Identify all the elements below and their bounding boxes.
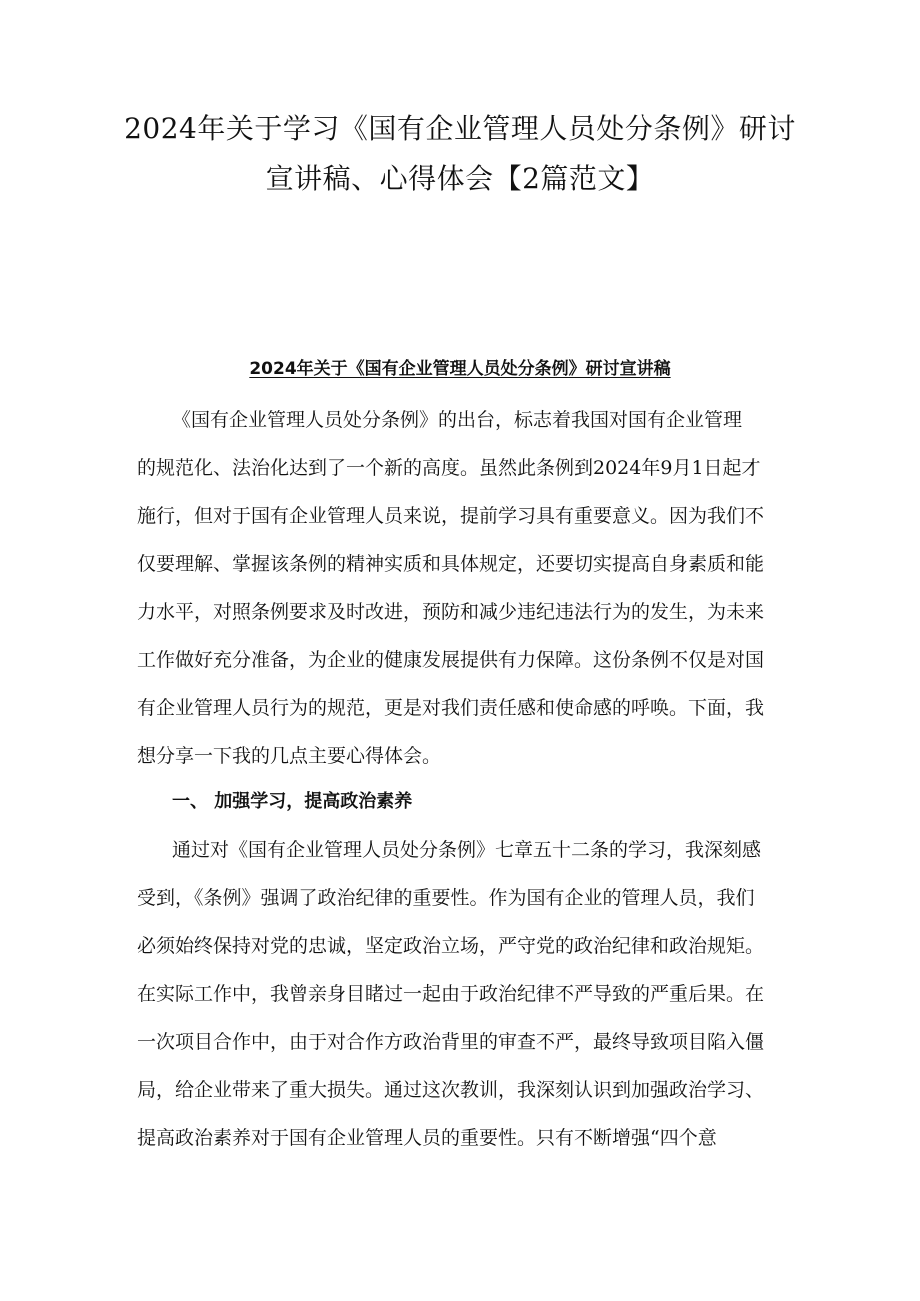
paragraph-1-line: 工作做好充分准备，为企业的健康发展提供有力保障。这份条例不仅是对国: [137, 649, 765, 671]
paragraph-1-line: 《国有企业管理人员处分条例》的出台，标志着我国对国有企业管理: [172, 409, 743, 431]
paragraph-2-line: 通过对《国有企业管理人员处分条例》七章五十二条的学习，我深刻感: [172, 839, 762, 861]
paragraph-2-line: 局，给企业带来了重大损失。通过这次教训，我深刻认识到加强政治学习、: [137, 1079, 765, 1101]
paragraph-2-line: 提高政治素养对于国有企业管理人员的重要性。只有不断增强“四个意: [137, 1127, 717, 1149]
subheading-1: 一、 加强学习，提高政治素养: [172, 791, 413, 812]
section-heading: 2024年关于《国有企业管理人员处分条例》研讨宣讲稿: [249, 359, 671, 379]
document-title-line-2: 宣讲稿、心得体会【2篇范文】: [265, 162, 655, 195]
paragraph-1-line: 有企业管理人员行为的规范，更是对我们责任感和使命感的呼唤。下面，我: [137, 697, 765, 719]
paragraph-2-line: 必须始终保持对党的忠诚，坚定政治立场，严守党的政治纪律和政治规矩。: [137, 935, 765, 957]
paragraph-1-line: 仅要理解、掌握该条例的精神实质和具体规定，还要切实提高自身素质和能: [137, 553, 765, 575]
document-title-line-1: 2024年关于学习《国有企业管理人员处分条例》研讨: [124, 112, 796, 145]
paragraph-2-line: 一次项目合作中，由于对合作方政治背里的审查不严，最终导致项目陷入僵: [137, 1031, 765, 1053]
paragraph-1-line: 的规范化、法治化达到了一个新的高度。虽然此条例到2024年9月1日起才: [137, 457, 761, 479]
paragraph-2-line: 受到，《条例》强调了政治纪律的重要性。作为国有企业的管理人员，我们: [137, 887, 755, 909]
paragraph-1-line: 施行，但对于国有企业管理人员来说，提前学习具有重要意义。因为我们不: [137, 505, 765, 527]
paragraph-1-line: 想分享一下我的几点主要心得体会。: [137, 745, 442, 767]
paragraph-1-line: 力水平，对照条例要求及时改进，预防和减少违纪违法行为的发生，为未来: [137, 601, 765, 623]
paragraph-2-line: 在实际工作中，我曾亲身目睹过一起由于政治纪律不严导致的严重后果。在: [137, 983, 765, 1005]
